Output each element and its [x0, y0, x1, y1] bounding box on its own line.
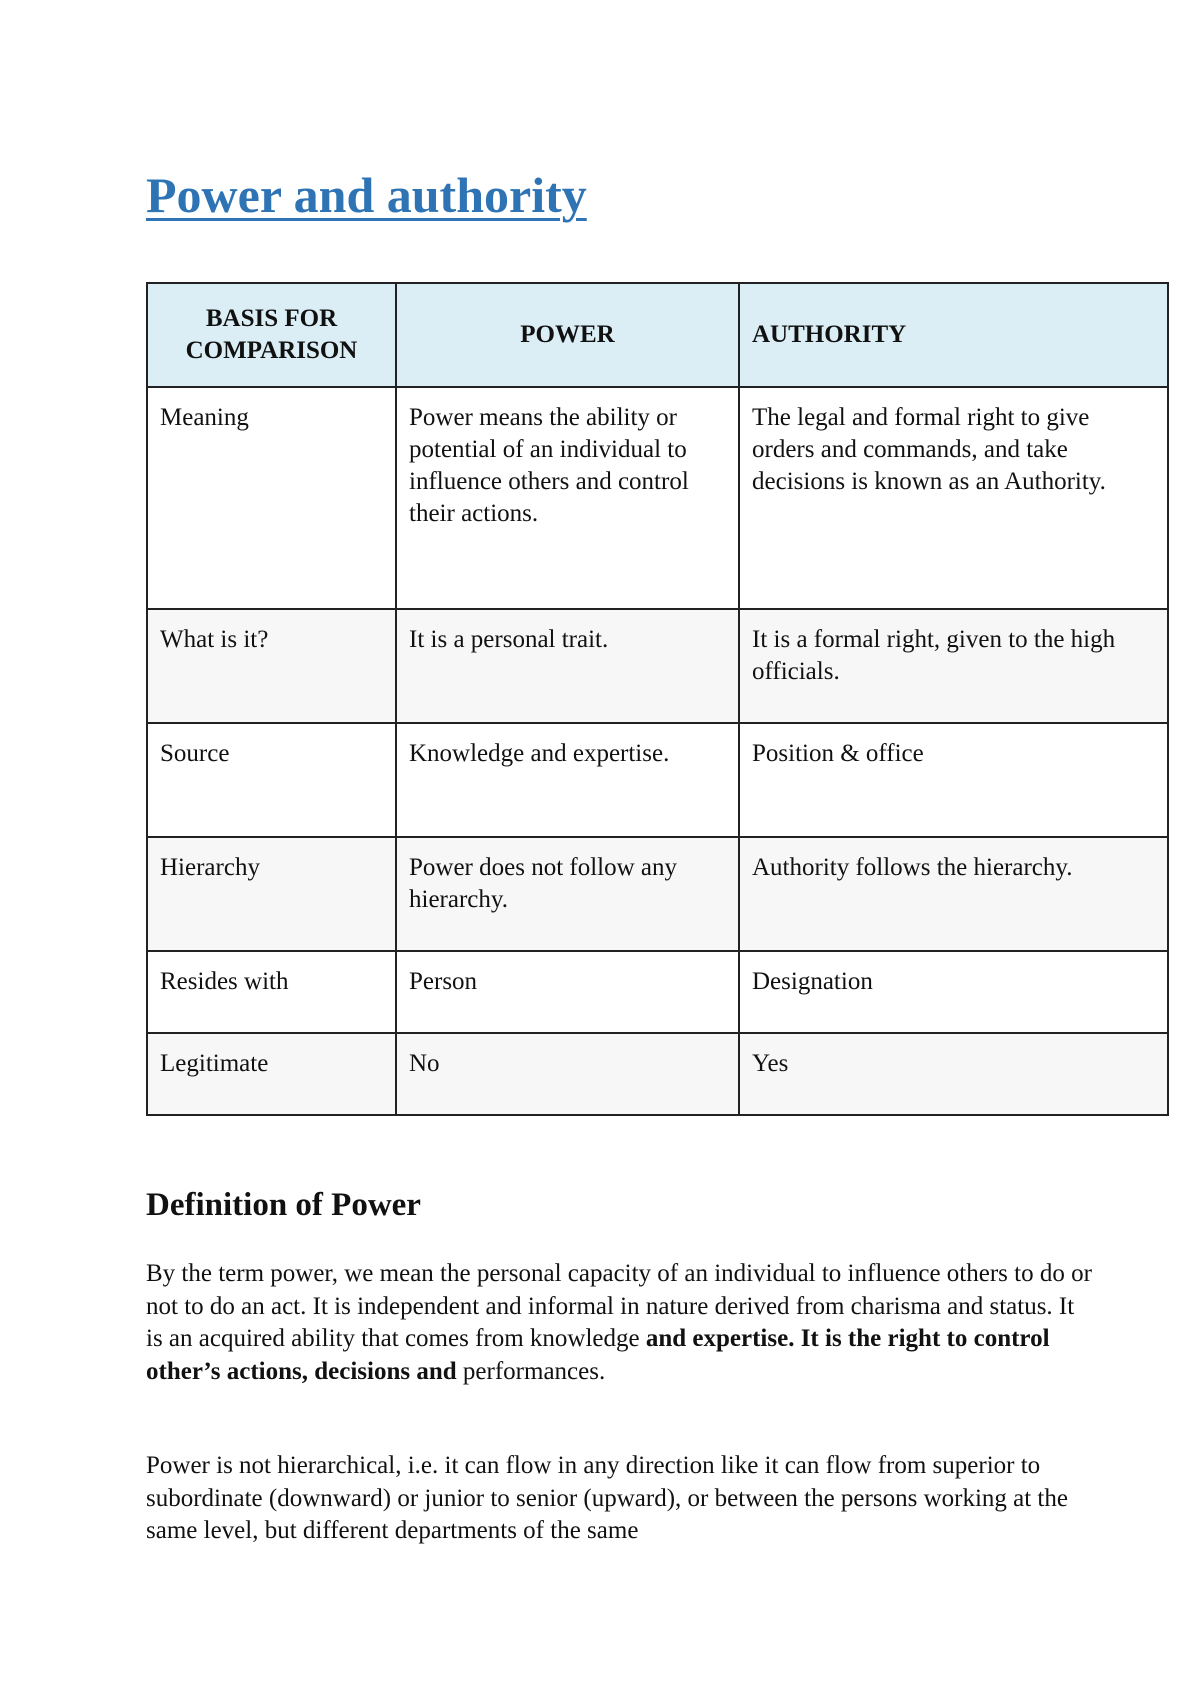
cell-power: It is a personal trait. [396, 609, 739, 723]
cell-power: Power means the ability or potential of an individual to influence others and control their actions. [396, 387, 739, 609]
cell-power: Knowledge and expertise. [396, 723, 739, 837]
paragraph-text: By the term power, we mean the personal capacity of an individual to influence others to do or not to do an act. It is independent and informal in nature derived from charisma and status. It is an acquired ability that comes from knowledge [146, 1260, 1092, 1352]
cell-authority: Authority follows the hierarchy. [739, 837, 1168, 951]
paragraph-bold-text: and expertise. It is the right to control other’s actions, decisions and [146, 1325, 1050, 1385]
cell-power: No [396, 1033, 739, 1115]
cell-basis: What is it? [147, 609, 396, 723]
section-heading-definition-of-power: Definition of Power [146, 1187, 421, 1223]
cell-power: Person [396, 951, 739, 1033]
table-row-meaning [147, 387, 1168, 609]
cell-basis: Resides with [147, 951, 396, 1033]
table-row-hierarchy [147, 837, 1168, 951]
table-row-resides-with [147, 951, 1168, 1033]
comparison-table [146, 282, 1169, 1116]
cell-authority: Position & office [739, 723, 1168, 837]
table-header-row [147, 283, 1168, 387]
paragraph-text-end: performances. [462, 1357, 606, 1385]
cell-authority: Designation [739, 951, 1168, 1033]
cell-basis: Legitimate [147, 1033, 396, 1115]
cell-authority: Yes [739, 1033, 1168, 1115]
definition-paragraph-2: Power is not hierarchical, i.e. it can flow in any direction like it can flow from superior to subordinate (downward) or junior to senior (upward), or between the persons working at the same level, but different departments of the same [146, 1452, 1068, 1544]
header-basis-for-comparison: BASIS FOR COMPARISON [147, 283, 396, 387]
cell-basis: Meaning [147, 387, 396, 609]
definition-paragraph-1 [146, 1258, 1096, 1388]
table-row-legitimate [147, 1033, 1168, 1115]
cell-basis: Hierarchy [147, 837, 396, 951]
cell-power: Power does not follow any hierarchy. [396, 837, 739, 951]
page-title: Power and authority [146, 167, 587, 223]
header-power: POWER [396, 283, 739, 387]
cell-authority: The legal and formal right to give orders and commands, and take decisions is known as an Authority. [739, 387, 1168, 609]
cell-basis: Source [147, 723, 396, 837]
table-row-what-is-it [147, 609, 1168, 723]
header-authority: AUTHORITY [739, 283, 1168, 387]
table-row-source [147, 723, 1168, 837]
cell-authority: It is a formal right, given to the high officials. [739, 609, 1168, 723]
